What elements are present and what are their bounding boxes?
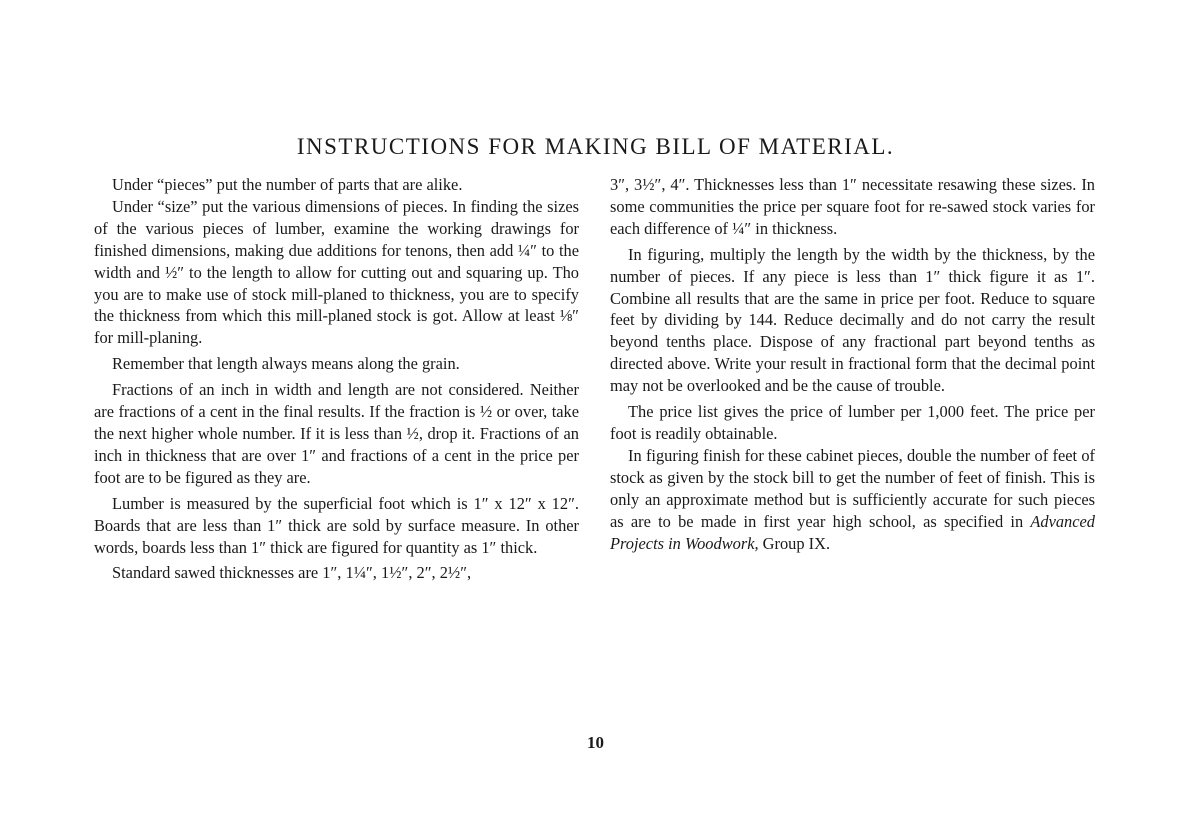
- paragraph-lumber-measure: Lumber is measured by the superficial foot which is 1″ x 12″ x 12″. Boards that are less than 1″ thick are sold by surface measure. In other words, boards less than 1″ thick are figured for quantity as 1″ thick.: [94, 493, 579, 557]
- left-column: [94, 174, 579, 588]
- paragraph-length-grain: Remember that length always means along the grain.: [112, 354, 460, 374]
- right-column: [610, 174, 1095, 558]
- paragraph-figuring: In figuring, multiply the length by the width by the thickness, by the number of pieces. If any piece is less than 1″ thick figure it as 1″. Combine all results that are the same in price per foot. Reduce to square feet by dividing by 144. Reduce decimally and do not carry the result beyond tenths place. Dispose of any fractional part beyond tenths as directed above. Write your result in fractional form that the decimal point may not be overlooked and be the cause of trouble.: [610, 244, 1095, 396]
- paragraph-standard-thicknesses: Standard sawed thicknesses are 1″, 1¼″, 1½″, 2″, 2½″,: [112, 563, 472, 583]
- paragraph-pieces: Under “pieces” put the number of parts that are alike.: [112, 175, 463, 194]
- paragraph-thicknesses-continued: 3″, 3½″, 4″. Thicknesses less than 1″ necessitate resawing these sizes. In some communities the price per square foot for re-sawed stock varies for each difference of ¼″ in thickness.: [610, 175, 1095, 238]
- paragraph-fractions: Fractions of an inch in width and length are not considered. Neither are fractions of a cent in the final results. If the fraction is ½ or over, take the next higher whole number. If it is less than ½, drop it. Fractions of an inch in thickness that are over 1″ and fractions of a cent in the price per foot are to be figured as they are.: [94, 380, 579, 487]
- finish-text-end: Group IX.: [758, 533, 831, 553]
- paragraph-finish: [610, 445, 1095, 555]
- page-number: 10: [587, 733, 604, 752]
- book-reference: Advanced Projects in Woodwork,: [610, 511, 1095, 553]
- paragraph-price-list: The price list gives the price of lumber per 1,000 feet. The price per foot is readily obtainable.: [610, 402, 1095, 443]
- finish-text: In figuring finish for these cabinet pieces, double the number of feet of stock as given by the stock bill to get the number of feet of finish. This is only an approximate method but is sufficiently accurate for such pieces as are to be made in first year high school, as specified in: [610, 445, 1095, 531]
- page-title: INSTRUCTIONS FOR MAKING BILL OF MATERIAL.: [296, 134, 895, 159]
- paragraph-size: Under “size” put the various dimensions of pieces. In finding the sizes of the various pieces of lumber, examine the working drawings for finished dimensions, making due additions for tenons, then add ¼″ to the width and ½″ to the length to allow for cutting out and squaring up. Tho you are to make use of stock mill-planed to thickness, you are to specify the thickness from which this mill-planed stock is got. Allow at least ⅛″ for mill-planing.: [94, 196, 579, 348]
